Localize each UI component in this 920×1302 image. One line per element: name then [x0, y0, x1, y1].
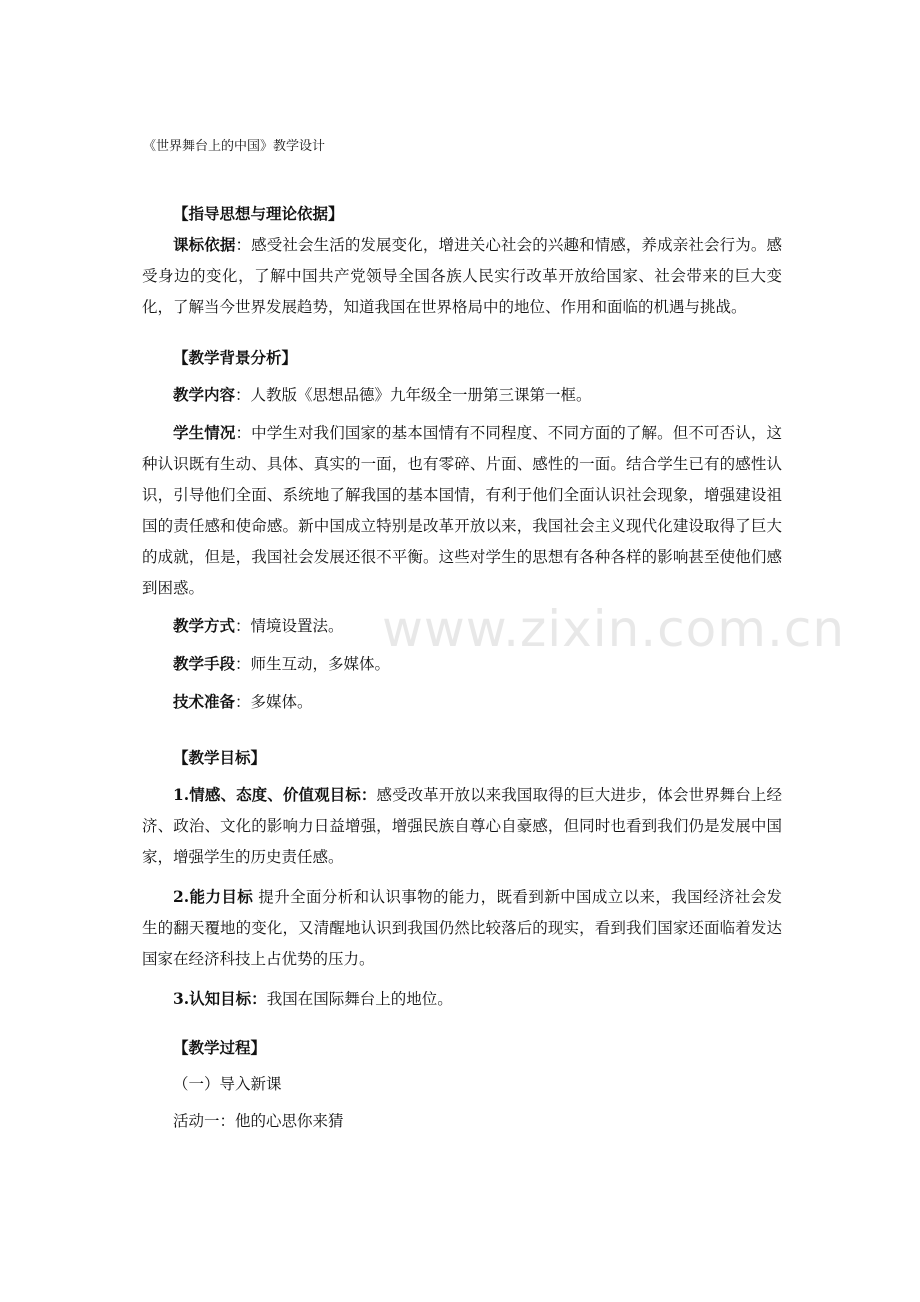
teaching-means-colon: ：	[235, 655, 251, 673]
curriculum-basis-text: 感受社会生活的发展变化，增进关心社会的兴趣和情感，养成亲社会行为。感受身边的变化，了解中国共产党领导全国各族人民实行改革开放给国家、社会带来的巨大变化，了解当今世界发展趋势，知道我国在世界格局中的地位、作用和面临的机遇与挑战。	[142, 236, 782, 316]
teaching-process-heading: 【教学过程】	[173, 1038, 267, 1057]
curriculum-basis-colon: ：	[235, 236, 252, 254]
goal2-paragraph	[142, 881, 782, 975]
student-situation-paragraph	[142, 417, 782, 604]
teaching-background-heading: 【教学背景分析】	[173, 348, 298, 367]
teaching-content-colon: ：	[235, 386, 251, 404]
goal1-text: 感受改革开放以来我国取得的巨大进步，体会世界舞台上经济、政治、文化的影响力日益增强，增强民族自尊心自豪感，但同时也看到我们仍是发展中国家，增强学生的历史责任感。	[142, 786, 782, 866]
goal2-label: 2.能力目标	[173, 887, 254, 906]
tech-prep-paragraph	[142, 686, 782, 718]
teaching-method-text: 情境设置法。	[250, 617, 344, 635]
goal3-paragraph	[142, 983, 782, 1015]
teaching-method-colon: ：	[235, 617, 251, 635]
goal3-text: 我国在国际舞台上的地位。	[266, 990, 453, 1008]
teaching-means-text: 师生互动，多媒体。	[250, 655, 391, 673]
curriculum-basis-paragraph	[142, 229, 782, 323]
teaching-background-section	[142, 342, 782, 718]
goal1-label: 1.情感、态度、价值观目标：	[173, 785, 377, 804]
teaching-means-label: 教学手段	[173, 654, 236, 673]
teaching-content-label: 教学内容	[173, 385, 236, 404]
tech-prep-text: 多媒体。	[250, 693, 313, 711]
curriculum-basis-label: 课标依据	[173, 235, 236, 254]
goal2-text: 提升全面分析和认识事物的能力，既看到新中国成立以来，我国经济社会发生的翻天覆地的变化，又清醒地认识到我国仍然比较落后的现实，看到我们国家还面临着发达国家在经济科技上占优势的压力。	[142, 888, 782, 968]
teaching-content-text: 人教版《思想品德》九年级全一册第三课第一框。	[250, 386, 592, 404]
teaching-goals-section	[142, 742, 782, 1015]
goal3-label: 3.认知目标：	[173, 989, 267, 1008]
student-situation-text: 中学生对我们国家的基本国情有不同程度、不同方面的了解。但不可否认，这种认识既有生动、具体、真实的一面，也有零碎、片面、感性的一面。结合学生已有的感性认识，引导他们全面、系统地了解我国的基本国情，有利于他们全面认识社会现象，增强建设祖国的责任感和使命感。新中国成立特别是改革开放以来，我国社会主义现代化建设取得了巨大的成就，但是，我国社会发展还很不平衡。这些对学生的思想有各种各样的影响甚至使他们感到困惑。	[142, 424, 782, 597]
guiding-theory-section	[142, 198, 782, 323]
teaching-process-section	[142, 1032, 782, 1137]
activity-one: 活动一：他的心思你来猜	[173, 1112, 344, 1130]
watermark: www.zixin.com.cn	[382, 600, 846, 658]
tech-prep-label: 技术准备	[173, 692, 236, 711]
document-title: 《世界舞台上的中国》教学设计	[143, 139, 326, 154]
teaching-goals-heading: 【教学目标】	[173, 748, 267, 767]
student-situation-label: 学生情况	[173, 423, 236, 442]
goal1-paragraph	[142, 779, 782, 873]
sub-section-intro: （一）导入新课	[173, 1075, 282, 1093]
tech-prep-colon: ：	[235, 693, 251, 711]
teaching-method-label: 教学方式	[173, 616, 236, 635]
guiding-theory-heading: 【指导思想与理论依据】	[173, 204, 344, 223]
teaching-content-paragraph	[142, 379, 782, 411]
student-situation-colon: ：	[235, 424, 252, 442]
